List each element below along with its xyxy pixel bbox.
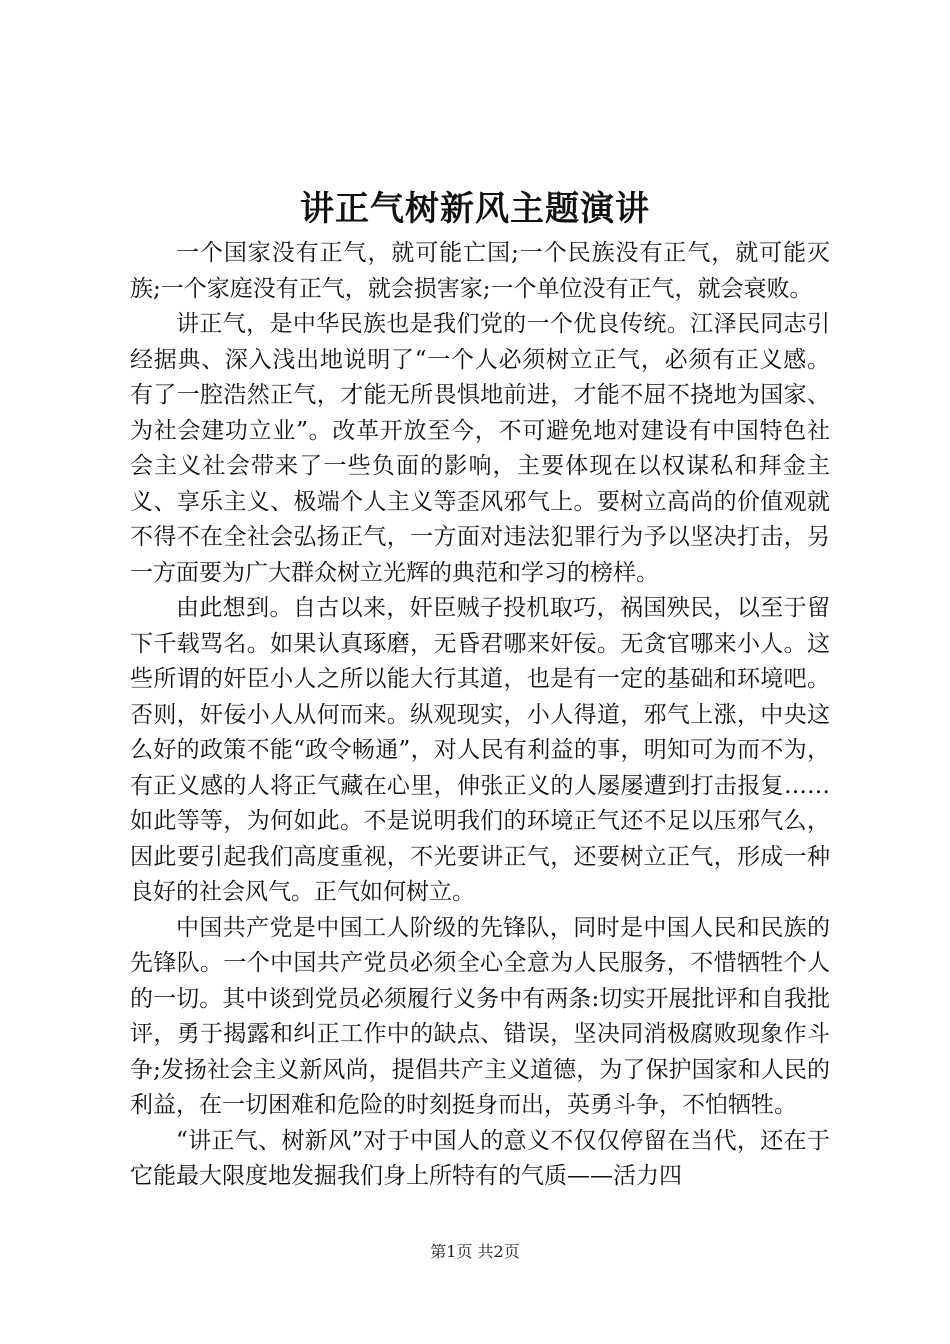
paragraph-2: 讲正气，是中华民族也是我们党的一个优良传统。江泽民同志引经据典、深入浅出地说明了“一个人必须树立正气，必须有正义感。有了一腔浩然正气，才能无所畏惧地前进，才能不屈不挠地为国家、为社会建功立业”。改革开放至今，不可避免地对建设有中国特色社会主义社会带来了一些负面的影响，主要体现在以权谋私和拜金主义、享乐主义、极端个人主义等歪风邪气上。要树立高尚的价值观就不得不在全社会弘扬正气，一方面对违法犯罪行为予以坚决打击，另一方面要为广大群众树立光辉的典范和学习的榜样。	[130, 311, 830, 586]
document-body	[130, 236, 830, 1195]
page-footer: 第1页 共2页	[430, 1242, 520, 1261]
paragraph-3: 由此想到。自古以来，奸臣贼子投机取巧，祸国殃民，以至于留下千载骂名。如果认真琢磨，无昏君哪来奸佞。无贪官哪来小人。这些所谓的奸臣小人之所以能大行其道，也是有一定的基础和环境吧。否则，奸佞小人从何而来。纵观现实，小人得道，邪气上涨，中央这么好的政策不能“政令畅通”，对人民有利益的事，明知可为而不为，有正义感的人将正气藏在心里，伸张正义的人屡屡遭到打击报复……如此等等，为何如此。不是说明我们的环境正气还不足以压邪气么，因此要引起我们高度重视，不光要讲正气，还要树立正气，形成一种良好的社会风气。正气如何树立。	[130, 595, 830, 905]
paragraph-1: 一个国家没有正气，就可能亡国;一个民族没有正气，就可能灭族;一个家庭没有正气，就会损害家;一个单位没有正气，就会衰败。	[130, 240, 830, 302]
paragraph-5: “讲正气、树新风”对于中国人的意义不仅仅停留在当代，还在于它能最大限度地发掘我们身上所特有的气质——活力四	[130, 1127, 830, 1189]
paragraph-4: 中国共产党是中国工人阶级的先锋队，同时是中国人民和民族的先锋队。一个中国共产党员必须全心全意为人民服务，不惜牺牲个人的一切。其中谈到党员必须履行义务中有两条:切实开展批评和自我批评，勇于揭露和纠正工作中的缺点、错误，坚决同消极腐败现象作斗争;发扬社会主义新风尚，提倡共产主义道德，为了保护国家和人民的利益，在一切困难和危险的时刻挺身而出，英勇斗争，不怕牺牲。	[130, 914, 830, 1118]
document-title: 讲正气树新风主题演讲	[300, 189, 650, 229]
